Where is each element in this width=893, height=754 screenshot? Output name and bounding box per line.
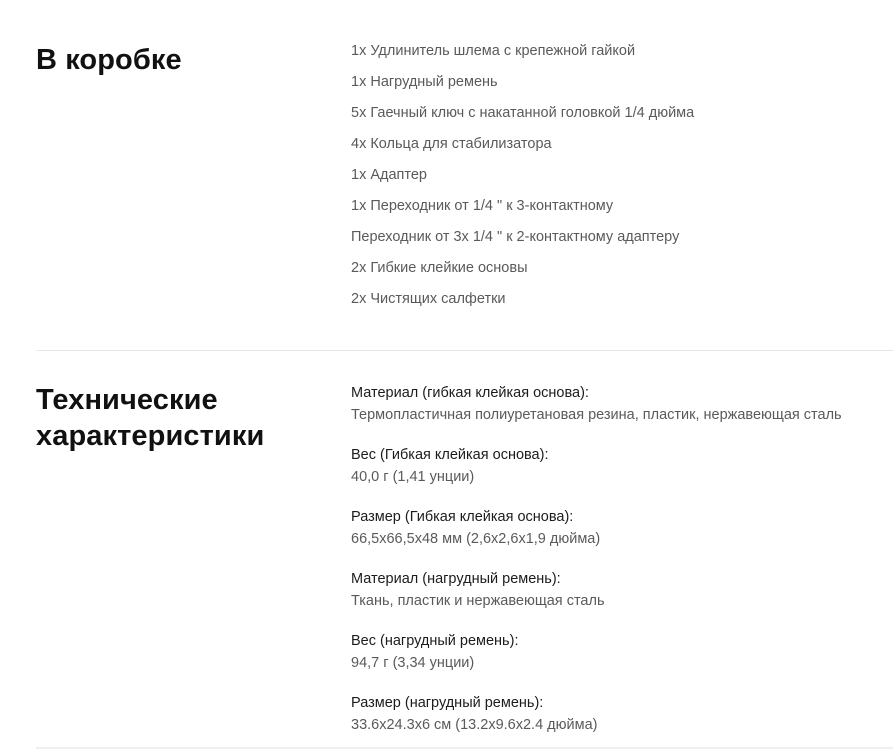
spec-item [351,444,842,506]
in-box-item: 2x Чистящих салфетки [351,291,506,307]
in-box-item: 4x Кольца для стабилизатора [351,136,552,152]
spec-label: Вес (нагрудный ремень): [351,633,519,649]
spec-value: 40,0 г (1,41 унции) [351,469,475,485]
in-box-item: 1x Переходник от 1/4 " к 3-контактному [351,198,614,214]
spec-item [351,630,842,692]
in-box-list [351,41,694,320]
spec-value: Ткань, пластик и нержавеющая сталь [351,593,605,609]
in-box-item: Переходник от 3x 1/4 " к 2-контактному адаптеру [351,229,680,245]
spec-label: Материал (гибкая клейкая основа): [351,385,589,401]
spec-value: 94,7 г (3,34 унции) [351,655,475,671]
in-box-item: 1x Нагрудный ремень [351,74,498,90]
spec-item [351,382,842,444]
specs-title [36,382,326,454]
spec-value: Термопластичная полиуретановая резина, пластик, нержавеющая сталь [351,407,842,423]
spec-label: Размер (нагрудный ремень): [351,695,544,711]
spec-label: Вес (Гибкая клейкая основа): [351,447,549,463]
specs-title-line-1: Технические [36,384,218,416]
in-box-title: В коробке [36,44,182,76]
spec-item [351,568,842,630]
spec-item [351,506,842,568]
spec-label: Материал (нагрудный ремень): [351,571,561,587]
in-box-item: 5x Гаечный ключ с накатанной головкой 1/4 дюйма [351,105,695,121]
spec-item [351,692,842,754]
specs-title-line-2: характеристики [36,420,265,452]
specs-section [0,351,893,749]
in-box-section [0,0,893,350]
in-box-item: 2x Гибкие клейкие основы [351,260,528,276]
in-box-item: 1x Удлинитель шлема с крепежной гайкой [351,43,636,59]
in-box-item: 1x Адаптер [351,167,427,183]
spec-label: Размер (Гибкая клейкая основа): [351,509,574,525]
spec-value: 66,5x66,5x48 мм (2,6x2,6x1,9 дюйма) [351,531,601,547]
spec-value: 33.6x24.3x6 см (13.2x9.6x2.4 дюйма) [351,717,598,733]
specs-list [351,382,842,754]
